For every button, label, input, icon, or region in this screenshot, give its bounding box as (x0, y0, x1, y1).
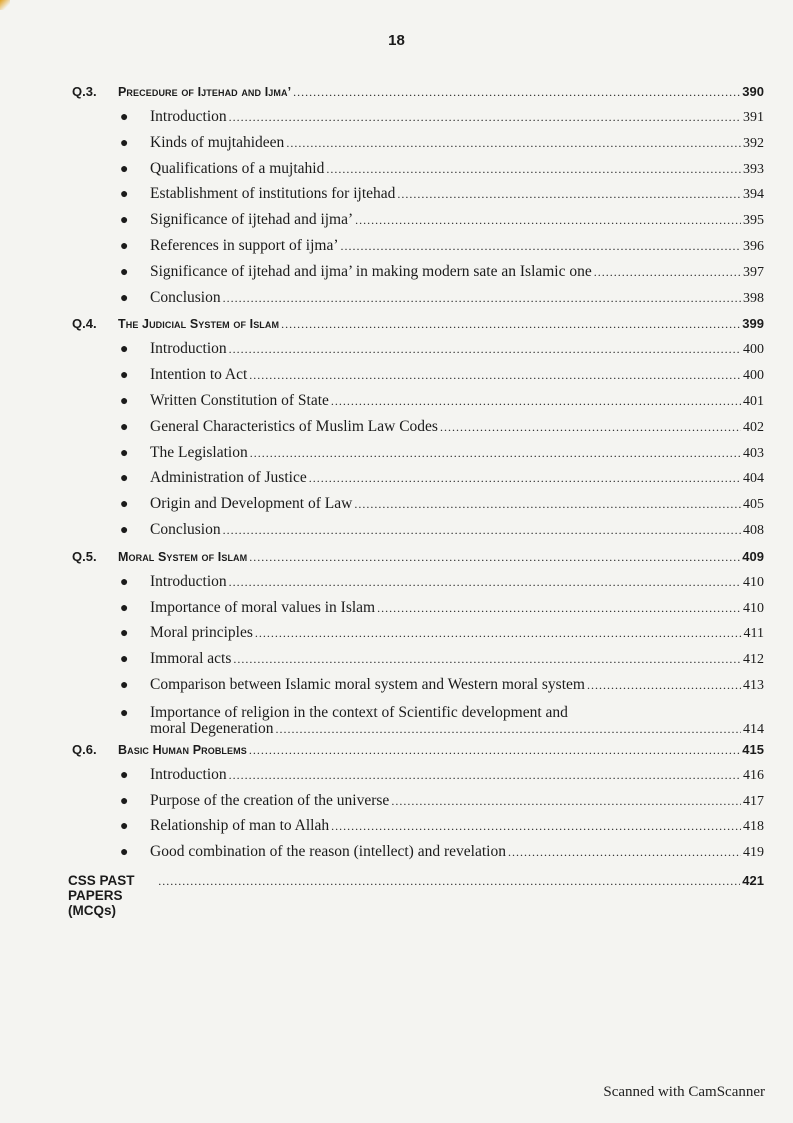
bullet-icon: ● (120, 497, 129, 513)
bullet-icon: ● (120, 793, 129, 809)
item-label: Introduction (150, 572, 227, 590)
section-page: 415 (742, 741, 764, 757)
section-title: Precedure of Ijtehad and Ijma’ (118, 85, 292, 99)
dot-leader (229, 342, 741, 357)
dot-leader (223, 523, 741, 538)
toc-item (72, 134, 764, 160)
section-title: Basic Human Problems (118, 742, 247, 757)
dot-leader (508, 845, 741, 860)
item-page: 400 (743, 342, 764, 358)
scanner-watermark: Scanned with CamScanner (603, 1084, 765, 1100)
dot-leader (255, 626, 742, 641)
toc-item (72, 573, 764, 599)
section-page: 409 (742, 548, 764, 564)
item-page: 412 (743, 652, 764, 668)
toc-item (72, 211, 764, 237)
item-page: 411 (743, 626, 764, 642)
bullet-icon: ● (120, 819, 129, 835)
bullet-icon: ● (120, 290, 129, 306)
section-heading (72, 84, 764, 108)
item-label: Introduction (150, 108, 227, 125)
toc-item (72, 263, 764, 289)
corner-mark (0, 0, 10, 10)
dot-leader (587, 678, 741, 693)
item-label: Importance of moral values in Islam (150, 598, 376, 616)
dot-leader (233, 652, 741, 667)
item-page: 419 (743, 845, 764, 861)
toc-item (72, 160, 764, 186)
dot-leader (331, 819, 741, 834)
bullet-icon: ● (120, 767, 129, 783)
item-page: 413 (743, 677, 764, 693)
item-label: Establishment of institutions for ijtehad (150, 185, 396, 203)
item-page: 405 (743, 497, 764, 513)
item-label: Relationship of man to Allah (150, 817, 330, 835)
dot-leader (309, 471, 741, 486)
bullet-icon: ● (120, 264, 129, 280)
item-page: 416 (743, 767, 764, 783)
dot-leader (229, 110, 741, 125)
item-label: Comparison between Islamic moral system and Western moral system (150, 675, 585, 693)
final-entry-title: CSS PAST PAPERS (MCQs) (68, 872, 135, 918)
table-of-contents (68, 82, 764, 918)
item-label: References in support of ijma’ (150, 236, 339, 254)
bullet-icon: ● (120, 522, 129, 538)
dot-leader (249, 368, 741, 383)
bullet-icon: ● (120, 677, 129, 693)
dot-leader (158, 874, 740, 889)
item-label: Moral principles (150, 624, 253, 642)
item-page: 402 (743, 419, 764, 435)
section-number: Q.5. (72, 548, 97, 564)
item-label: Qualifications of a mujtahid (150, 159, 325, 177)
bullet-icon: ● (120, 342, 129, 358)
item-label: General Characteristics of Muslim Law Codes (150, 417, 438, 435)
item-label: Introduction (150, 340, 227, 358)
item-label: Intention to Act (150, 366, 248, 384)
bullet-icon: ● (120, 845, 129, 861)
toc-item (72, 676, 764, 702)
bullet-icon: ● (120, 626, 129, 642)
bullet-icon: ● (120, 705, 129, 721)
dot-leader (286, 136, 741, 151)
item-label: Significance of ijtehad and ijma’ (150, 211, 354, 229)
item-page: 418 (743, 819, 764, 835)
item-page: 414 (743, 721, 764, 737)
dot-leader (397, 187, 741, 202)
toc-item (72, 418, 764, 444)
dot-leader (377, 601, 741, 616)
dot-leader (229, 575, 741, 590)
dot-leader (281, 317, 740, 332)
toc-item (72, 599, 764, 625)
toc-item (72, 650, 764, 676)
item-page: 401 (743, 393, 764, 409)
dot-leader (326, 162, 741, 177)
toc-item (72, 469, 764, 495)
toc-item (72, 237, 764, 263)
item-page: 393 (743, 161, 764, 177)
section-title: The Judicial System of Islam (118, 317, 280, 332)
section-heading (72, 316, 764, 340)
bullet-icon: ● (120, 110, 129, 125)
item-page: 396 (743, 238, 764, 254)
dot-leader (249, 550, 740, 565)
bullet-icon: ● (120, 161, 129, 177)
item-label-line2: moral Degeneration (150, 719, 274, 737)
bullet-icon: ● (120, 445, 129, 461)
item-label: Conclusion (150, 288, 221, 306)
bullet-icon: ● (120, 213, 129, 229)
toc-item (72, 843, 764, 869)
item-label: Origin and Development of Law (150, 495, 353, 513)
item-label: Purpose of the creation of the universe (150, 791, 390, 809)
toc-item (72, 792, 764, 818)
final-entry-page: 421 (742, 872, 764, 888)
toc-item (72, 624, 764, 650)
dot-leader (355, 213, 741, 228)
section-page: 390 (742, 84, 764, 99)
item-page: 410 (743, 574, 764, 590)
bullet-icon: ● (120, 238, 129, 254)
item-label: The Legislation (150, 443, 248, 461)
section-heading (72, 549, 764, 573)
section-number: Q.6. (72, 741, 97, 757)
item-page: 391 (743, 110, 764, 125)
section-title: Moral System of Islam (118, 549, 248, 564)
toc-item (72, 340, 764, 366)
dot-leader (354, 497, 741, 512)
bullet-icon: ● (120, 600, 129, 616)
dot-leader (229, 768, 741, 783)
toc-item (72, 495, 764, 521)
dot-leader (276, 722, 741, 737)
item-page: 417 (743, 793, 764, 809)
item-label-line1: Importance of religion in the context of Scientific development and (150, 703, 568, 721)
bullet-icon: ● (120, 471, 129, 487)
section-heading (72, 742, 764, 766)
dot-leader (594, 265, 741, 280)
item-label: Good combination of the reason (intellect) and revelation (150, 843, 506, 861)
dot-leader (223, 291, 741, 306)
toc-item (72, 444, 764, 470)
toc-item (72, 108, 764, 134)
dot-leader (341, 239, 741, 254)
item-page: 394 (743, 187, 764, 203)
bullet-icon: ● (120, 135, 129, 151)
final-entry (68, 872, 764, 918)
toc-item (72, 817, 764, 843)
item-page: 410 (743, 600, 764, 616)
bullet-icon: ● (120, 393, 129, 409)
section-number: Q.4. (72, 316, 97, 332)
item-page: 397 (743, 264, 764, 280)
item-label: Administration of Justice (150, 469, 307, 487)
bullet-icon: ● (120, 574, 129, 590)
item-page: 404 (743, 471, 764, 487)
dot-leader (440, 420, 741, 435)
dot-leader (250, 446, 741, 461)
section-page: 399 (742, 316, 764, 332)
bullet-icon: ● (120, 368, 129, 384)
toc-item (72, 289, 764, 315)
item-label: Significance of ijtehad and ijma’ in making modern sate an Islamic one (150, 262, 592, 280)
item-label: Introduction (150, 765, 227, 783)
page-number: 18 (388, 32, 405, 49)
toc-item (72, 366, 764, 392)
item-page: 403 (743, 445, 764, 461)
item-page: 400 (743, 368, 764, 384)
item-page: 398 (743, 290, 764, 306)
dot-leader (331, 394, 741, 409)
item-label: Immoral acts (150, 650, 232, 668)
toc-item (72, 704, 764, 738)
item-label: Written Constitution of State (150, 391, 329, 409)
dot-leader (249, 743, 740, 758)
toc-item (72, 185, 764, 211)
toc-item (72, 766, 764, 792)
item-page: 392 (743, 135, 764, 151)
section-number: Q.3. (72, 84, 97, 99)
toc-item (72, 392, 764, 418)
bullet-icon: ● (120, 652, 129, 668)
item-page: 395 (743, 213, 764, 229)
bullet-icon: ● (120, 419, 129, 435)
item-label: Kinds of mujtahideen (150, 133, 285, 151)
dot-leader (293, 85, 740, 100)
dot-leader (391, 794, 741, 809)
bullet-icon: ● (120, 187, 129, 203)
toc-item (72, 521, 764, 547)
item-label: Conclusion (150, 520, 221, 538)
item-page: 408 (743, 522, 764, 538)
